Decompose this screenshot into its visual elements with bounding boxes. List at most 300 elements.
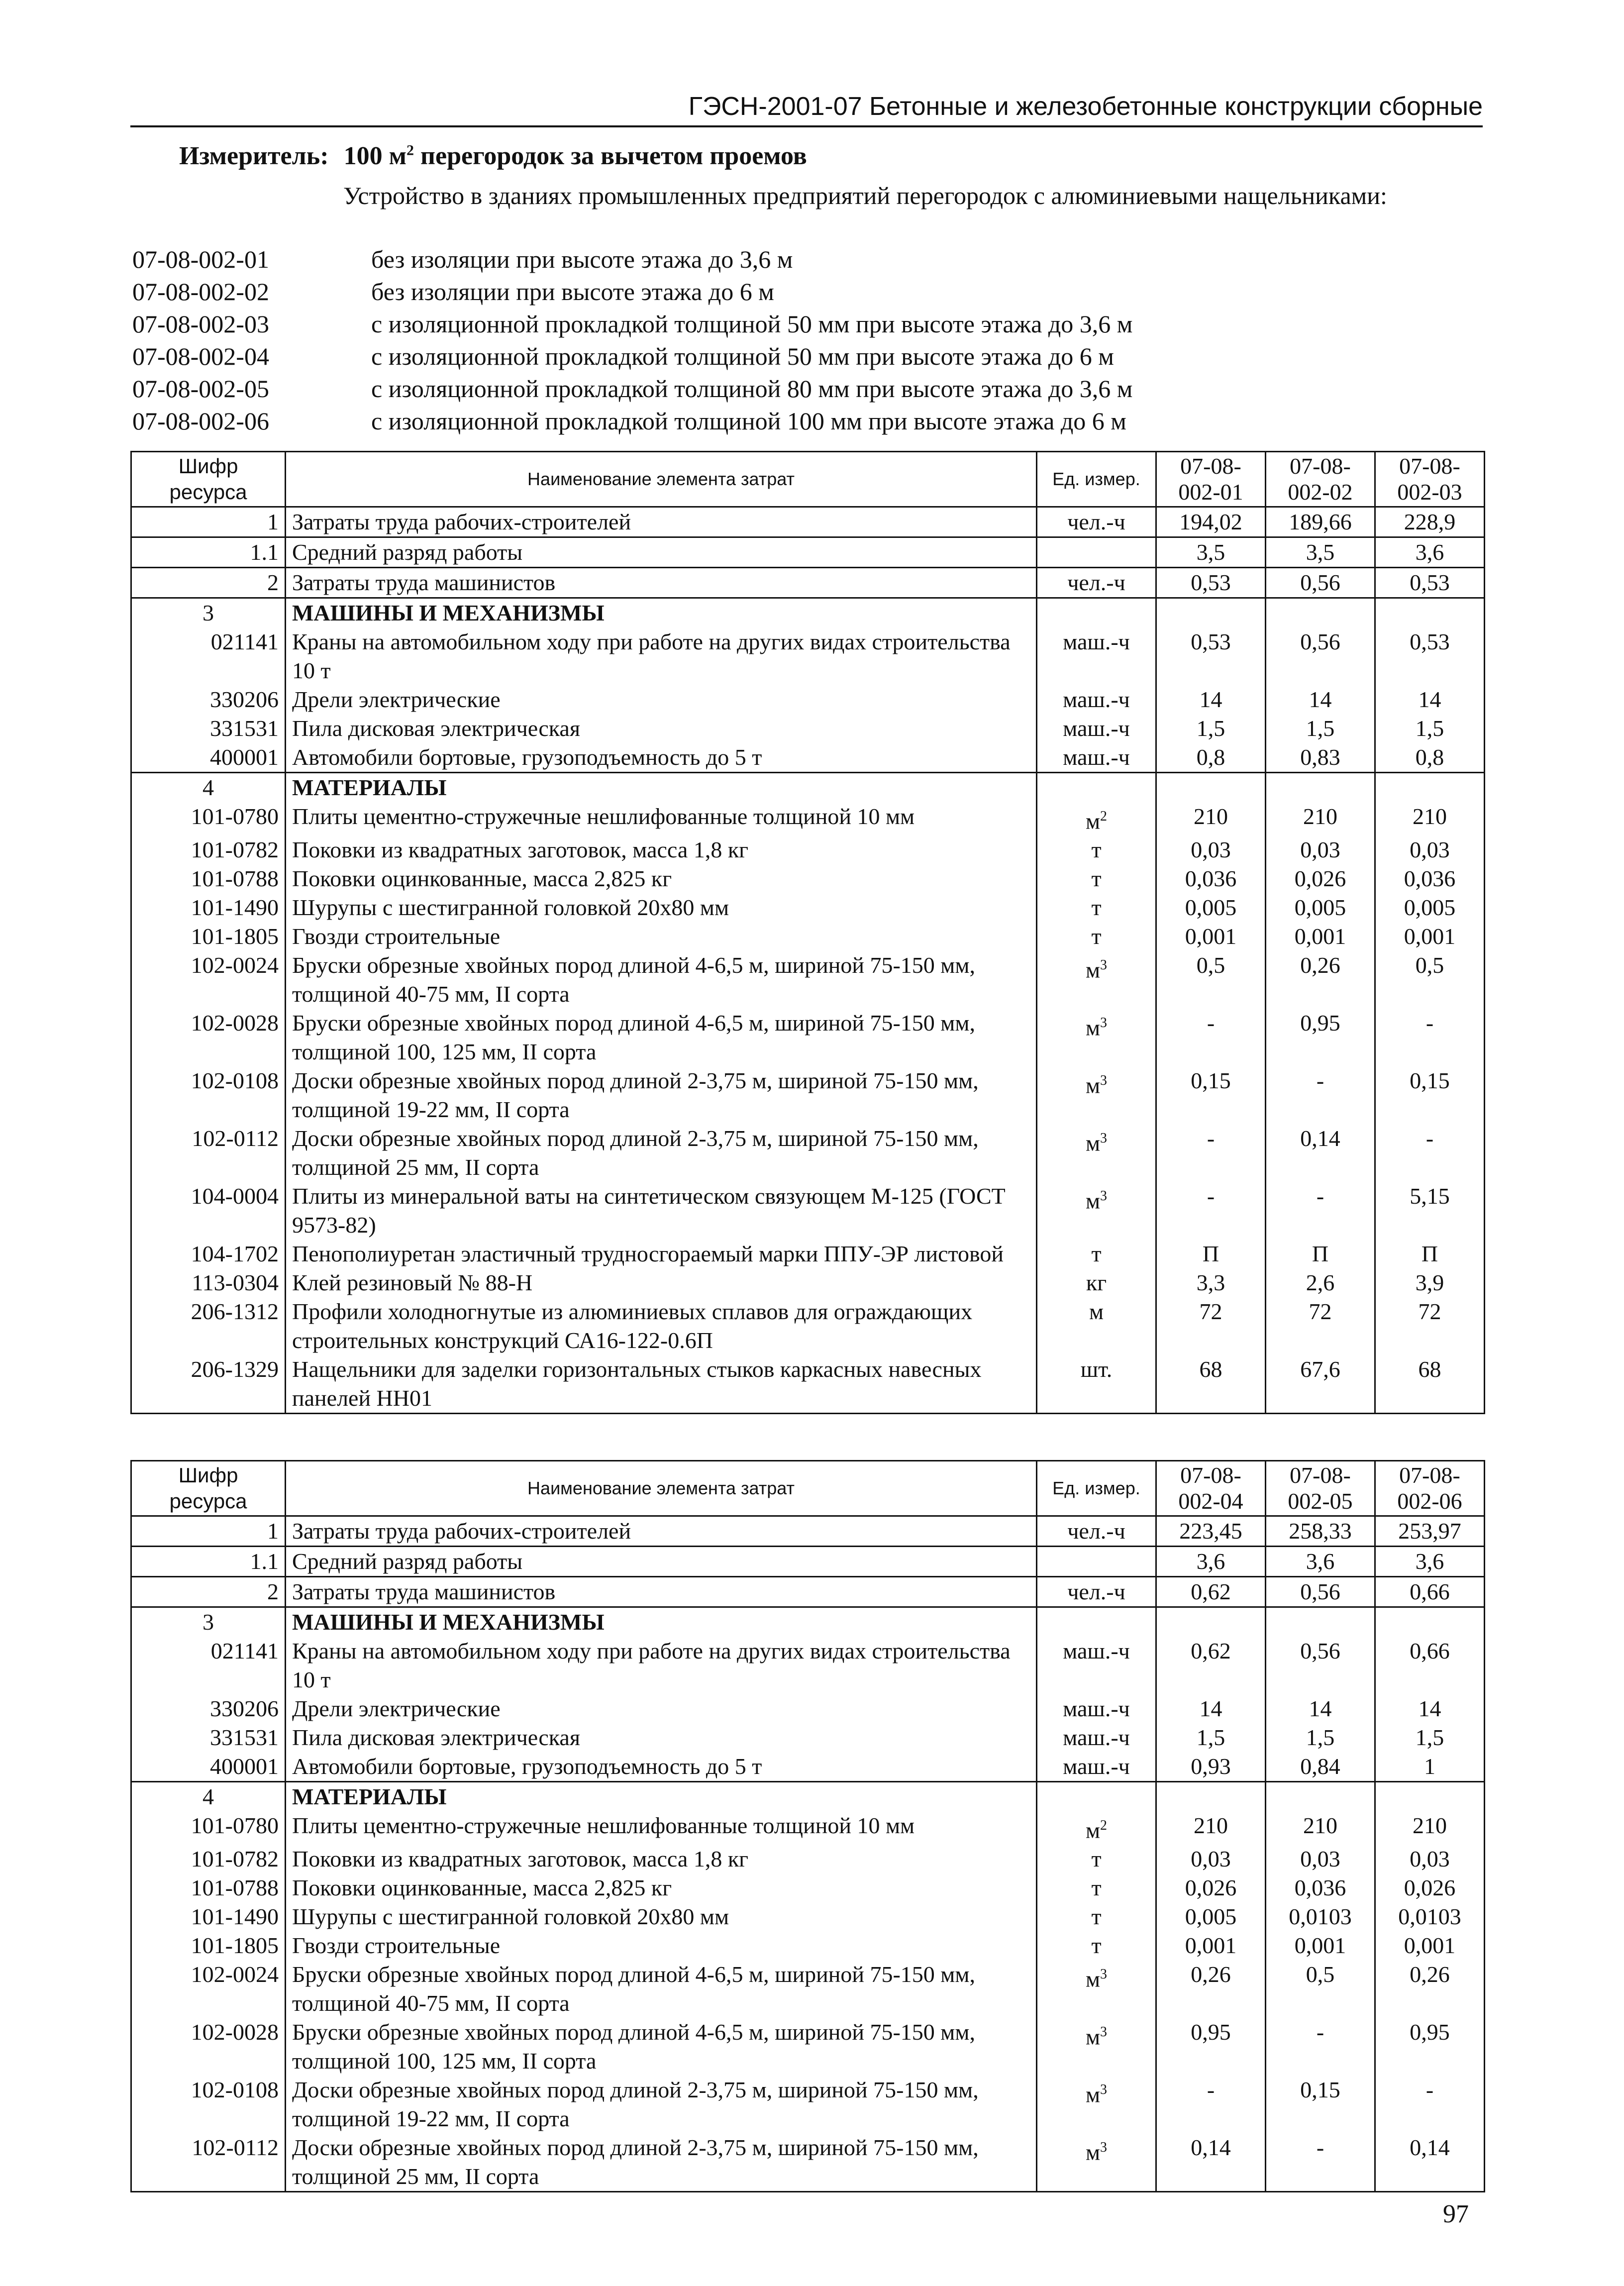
value-cell: 210 [1266,802,1375,835]
value-cell: 72 [1156,1297,1266,1355]
resource-code: 101-0782 [131,1845,286,1873]
resource-code: 021141 [131,627,286,685]
resource-code: 101-1490 [131,1902,286,1931]
value-cell: 0,03 [1156,1845,1266,1873]
header-cost-element: Наименование элемента затрат [286,1461,1037,1516]
unit-text: м [1085,2024,1101,2050]
resource-code: 400001 [131,743,286,773]
value-cell: 3,3 [1156,1268,1266,1297]
value-cell: 3,6 [1156,1547,1266,1577]
value-cell: 0,53 [1375,568,1485,598]
header-col-5: 07-08-002-05 [1266,1461,1375,1516]
cost-element-name: Краны на автомобильном ходу при работе на других видах строительства 10 т [286,627,1037,685]
cost-element-name: Плиты цементно-стружечные нешлифованные толщиной 10 мм [286,1811,1037,1845]
resource-code: 206-1329 [131,1355,286,1414]
resource-table-2 [130,1460,1485,2192]
unit-text: маш.-ч [1063,1638,1130,1663]
unit-cell [1037,1297,1156,1355]
value-cell: П [1266,1240,1375,1268]
unit-cell [1037,802,1156,835]
unit-cell [1037,773,1156,803]
table-row [131,507,1485,537]
variant-code: 07-08-002-04 [132,342,269,370]
value-cell: 0,83 [1266,743,1375,773]
value-cell: 0,026 [1156,1873,1266,1902]
table-header-row [131,1461,1485,1516]
resource-code: 101-0782 [131,835,286,864]
unit-cell [1037,1902,1156,1931]
value-cell: 0,56 [1266,627,1375,685]
value-cell: 0,03 [1266,1845,1375,1873]
unit-text: т [1091,1875,1102,1901]
value-cell [1156,773,1266,803]
unit-power: 3 [1100,1131,1108,1146]
unit-text: т [1091,1846,1102,1872]
variant-item [132,406,1486,438]
value-cell: 0,56 [1266,1577,1375,1607]
value-cell: 258,33 [1266,1516,1375,1547]
value-cell: 1,5 [1156,714,1266,743]
cost-element-name: Затраты труда рабочих-строителей [286,507,1037,537]
unit-cell [1037,1752,1156,1782]
resource-code: 102-0108 [131,2076,286,2133]
header-cost-element: Наименование элемента затрат [286,452,1037,507]
value-cell: 0,14 [1266,1124,1375,1182]
cost-element-name: Затраты труда машинистов [286,568,1037,598]
running-header [130,84,1483,127]
value-cell: 0,5 [1156,951,1266,1009]
resource-table-1 [130,451,1485,1414]
unit-cell [1037,835,1156,864]
value-cell: 14 [1156,685,1266,714]
value-cell: - [1156,2076,1266,2133]
table-row [131,1931,1485,1960]
cost-element-name: Шурупы с шестигранной головкой 20х80 мм [286,893,1037,922]
table-row [131,802,1485,835]
cost-element-name: МАШИНЫ И МЕХАНИЗМЫ [286,1607,1037,1637]
value-cell: 0,0103 [1266,1902,1375,1931]
cost-element-name: Бруски обрезные хвойных пород длиной 4-6,5 м, шириной 75-150 мм, толщиной 40-75 мм, II сорта [286,1960,1037,2018]
value-cell: 0,0103 [1375,1902,1485,1931]
unit-text: м [1085,957,1101,983]
unit-cell [1037,1577,1156,1607]
unit-text: шт. [1080,1356,1113,1382]
value-cell: 0,56 [1266,568,1375,598]
table-row [131,1240,1485,1268]
value-cell: 0,53 [1156,568,1266,598]
table-row [131,1066,1485,1124]
value-cell: 5,15 [1375,1182,1485,1240]
unit-cell [1037,2018,1156,2076]
table-row [131,537,1485,568]
value-cell: - [1156,1124,1266,1182]
table-row [131,1355,1485,1414]
unit-power: 2 [1100,809,1108,824]
value-cell: - [1156,1009,1266,1066]
value-cell [1375,773,1485,803]
unit-cell [1037,1547,1156,1577]
unit-text: чел.-ч [1067,570,1125,595]
cost-element-name: МАТЕРИАЛЫ [286,1782,1037,1812]
variant-code: 07-08-002-06 [132,407,269,435]
page-number: 97 [1443,2200,1469,2228]
cost-element-name: Бруски обрезные хвойных пород длиной 4-6,5 м, шириной 75-150 мм, толщиной 100, 125 мм, II сорта [286,2018,1037,2076]
value-cell: 0,53 [1156,627,1266,685]
value-cell: - [1266,1066,1375,1124]
value-cell: 0,001 [1266,1931,1375,1960]
cost-element-name: Автомобили бортовые, грузоподъемность до 5 т [286,743,1037,773]
value-cell: 2,6 [1266,1268,1375,1297]
variant-list [132,244,1486,438]
table-row [131,1902,1485,1931]
header-col-1: 07-08-002-01 [1156,452,1266,507]
unit-cell [1037,1355,1156,1414]
unit-cell [1037,685,1156,714]
table-row [131,1607,1485,1637]
unit-cell [1037,1931,1156,1960]
meter-unit-power: 2 [406,142,414,159]
value-cell: П [1156,1240,1266,1268]
value-cell: П [1375,1240,1485,1268]
value-cell: 0,001 [1375,1931,1485,1960]
header-resource-code: Шифр ресурса [131,1461,286,1516]
value-cell: 0,5 [1266,1960,1375,2018]
value-cell: 0,62 [1156,1577,1266,1607]
table-row [131,714,1485,743]
table-row [131,951,1485,1009]
variant-text: с изоляционной прокладкой толщиной 100 мм при высоте этажа до 6 м [371,407,1126,435]
cost-element-name: Бруски обрезные хвойных пород длиной 4-6,5 м, шириной 75-150 мм, толщиной 40-75 мм, II сорта [286,951,1037,1009]
unit-text: чел.-ч [1067,1518,1125,1544]
value-cell [1375,1607,1485,1637]
table-row [131,773,1485,803]
table-row [131,1577,1485,1607]
cost-element-name: Профили холодногнутые из алюминиевых сплавов для ограждающих строительных конструкций СА16-122-0.6П [286,1297,1037,1355]
unit-cell [1037,1873,1156,1902]
cost-element-name: Плиты из минеральной ваты на синтетическом связующем М-125 (ГОСТ 9573-82) [286,1182,1037,1240]
unit-power: 3 [1100,1073,1108,1089]
value-cell: 0,005 [1266,893,1375,922]
table-row [131,568,1485,598]
resource-code: 3 [131,1607,286,1637]
header-col-3: 07-08-002-03 [1375,452,1485,507]
variant-code: 07-08-002-02 [132,278,269,306]
table-header-row [131,452,1485,507]
table-row [131,1268,1485,1297]
unit-text: т [1091,1241,1102,1267]
table-row [131,1182,1485,1240]
resource-code: 4 [131,773,286,803]
variant-item [132,276,1486,309]
unit-power: 3 [1100,1188,1108,1204]
table-row [131,685,1485,714]
value-cell: 189,66 [1266,507,1375,537]
unit-text: т [1091,837,1102,863]
value-cell: 0,036 [1266,1873,1375,1902]
unit-cell [1037,743,1156,773]
unit-text: м [1085,1188,1101,1214]
cost-element-name: Дрели электрические [286,1694,1037,1723]
value-cell: 72 [1266,1297,1375,1355]
value-cell: 1,5 [1375,714,1485,743]
value-cell: 3,6 [1266,1547,1375,1577]
unit-cell [1037,714,1156,743]
value-cell: 1 [1375,1752,1485,1782]
cost-element-name: Пила дисковая электрическая [286,714,1037,743]
unit-cell [1037,951,1156,1009]
value-cell: 210 [1266,1811,1375,1845]
value-cell: 210 [1156,1811,1266,1845]
value-cell: 194,02 [1156,507,1266,537]
value-cell: 0,95 [1266,1009,1375,1066]
unit-cell [1037,1607,1156,1637]
value-cell: - [1156,1182,1266,1240]
table-row [131,1009,1485,1066]
unit-text: т [1091,924,1102,949]
resource-code: 206-1312 [131,1297,286,1355]
value-cell: - [1266,2018,1375,2076]
header-unit: Ед. измер. [1037,452,1156,507]
cost-element-name: Поковки из квадратных заготовок, масса 1,8 кг [286,1845,1037,1873]
table-row [131,893,1485,922]
variant-text: с изоляционной прокладкой толщиной 80 мм при высоте этажа до 3,6 м [371,375,1133,403]
value-cell [1156,1782,1266,1812]
value-cell: 0,66 [1375,1637,1485,1694]
value-cell: 210 [1375,1811,1485,1845]
resource-code: 104-1702 [131,1240,286,1268]
cost-element-name: Автомобили бортовые, грузоподъемность до 5 т [286,1752,1037,1782]
header-unit: Ед. измер. [1037,1461,1156,1516]
unit-cell [1037,893,1156,922]
resource-code: 102-0028 [131,2018,286,2076]
resource-code: 2 [131,1577,286,1607]
value-cell: 3,6 [1375,1547,1485,1577]
value-cell: 253,97 [1375,1516,1485,1547]
resource-code: 102-0024 [131,1960,286,2018]
resource-code: 102-0112 [131,2133,286,2192]
unit-cell [1037,598,1156,628]
unit-text: т [1091,895,1102,921]
variant-code: 07-08-002-01 [132,245,269,273]
value-cell: - [1375,2076,1485,2133]
resource-code: 021141 [131,1637,286,1694]
value-cell: - [1266,2133,1375,2192]
unit-power: 3 [1100,2082,1108,2098]
unit-cell [1037,2076,1156,2133]
header-title: ГЭСН-2001-07 Бетонные и железобетонные конструкции сборные [688,92,1483,121]
value-cell [1266,773,1375,803]
variant-item [132,244,1486,276]
unit-text: м [1085,1130,1101,1156]
unit-cell [1037,864,1156,893]
table-row [131,2018,1485,2076]
cost-element-name: Средний разряд работы [286,1547,1037,1577]
table-row [131,1845,1485,1873]
value-cell: 0,001 [1156,922,1266,951]
value-cell: 14 [1375,685,1485,714]
table-row [131,1811,1485,1845]
table-row [131,864,1485,893]
table-row [131,1723,1485,1752]
unit-cell [1037,627,1156,685]
unit-cell [1037,1845,1156,1873]
value-cell: 0,036 [1156,864,1266,893]
table-row [131,743,1485,773]
unit-cell [1037,1124,1156,1182]
value-cell: 0,95 [1156,2018,1266,2076]
resource-code: 104-0004 [131,1182,286,1240]
work-description: Устройство в зданиях промышленных предприятий перегородок с алюминиевыми нащельниками: [343,182,1387,209]
cost-element-name: Плиты цементно-стружечные нешлифованные толщиной 10 мм [286,802,1037,835]
value-cell: 0,03 [1156,835,1266,864]
value-cell: 0,026 [1375,1873,1485,1902]
cost-element-name: Доски обрезные хвойных пород длиной 2-3,75 м, шириной 75-150 мм, толщиной 19-22 мм, II сорта [286,2076,1037,2133]
value-cell: 0,8 [1156,743,1266,773]
value-cell: 0,5 [1375,951,1485,1009]
unit-power: 3 [1100,1967,1108,1982]
table-row [131,922,1485,951]
unit-text: чел.-ч [1067,509,1125,534]
unit-text: маш.-ч [1063,1696,1130,1721]
cost-element-name: Поковки оцинкованные, масса 2,825 кг [286,1873,1037,1902]
value-cell: - [1375,1009,1485,1066]
unit-text: маш.-ч [1063,629,1130,654]
meter-label: Измеритель: [179,142,329,170]
resource-code: 101-1805 [131,1931,286,1960]
cost-element-name: Доски обрезные хвойных пород длиной 2-3,75 м, шириной 75-150 мм, толщиной 25 мм, II сорта [286,1124,1037,1182]
cost-element-name: Гвозди строительные [286,922,1037,951]
value-cell: 0,95 [1375,2018,1485,2076]
value-cell: 0,005 [1375,893,1485,922]
table-row [131,1124,1485,1182]
resource-code: 1.1 [131,1547,286,1577]
variant-item [132,341,1486,373]
variant-text: с изоляционной прокладкой толщиной 50 мм при высоте этажа до 6 м [371,342,1114,370]
value-cell: 0,14 [1375,2133,1485,2192]
unit-cell [1037,1240,1156,1268]
unit-text: м [1085,1966,1101,1992]
unit-text: чел.-ч [1067,1579,1125,1604]
value-cell: - [1375,1124,1485,1182]
value-cell: 14 [1156,1694,1266,1723]
value-cell: 0,005 [1156,1902,1266,1931]
unit-cell [1037,1009,1156,1066]
value-cell: 3,9 [1375,1268,1485,1297]
unit-cell [1037,922,1156,951]
unit-power: 2 [1100,1818,1108,1833]
resource-code: 331531 [131,714,286,743]
table-row [131,1752,1485,1782]
value-cell: 0,93 [1156,1752,1266,1782]
resource-code: 400001 [131,1752,286,1782]
table-row [131,598,1485,628]
variant-text: с изоляционной прокладкой толщиной 50 мм при высоте этажа до 3,6 м [371,310,1133,338]
unit-cell [1037,1694,1156,1723]
resource-code: 330206 [131,685,286,714]
unit-power: 3 [1100,2024,1108,2040]
unit-text: кг [1086,1270,1107,1296]
resource-code: 1.1 [131,537,286,568]
resource-code: 102-0108 [131,1066,286,1124]
variant-code: 07-08-002-03 [132,310,269,338]
resource-code: 4 [131,1782,286,1812]
value-cell: 72 [1375,1297,1485,1355]
table-row [131,1694,1485,1723]
unit-text: маш.-ч [1063,744,1130,770]
unit-cell [1037,2133,1156,2192]
cost-element-name: Поковки из квадратных заготовок, масса 1,8 кг [286,835,1037,864]
resource-code: 102-0112 [131,1124,286,1182]
value-cell: 0,001 [1375,922,1485,951]
cost-element-name: Доски обрезные хвойных пород длиной 2-3,75 м, шириной 75-150 мм, толщиной 19-22 мм, II сорта [286,1066,1037,1124]
unit-cell [1037,1066,1156,1124]
unit-cell [1037,1516,1156,1547]
cost-element-name: Пила дисковая электрическая [286,1723,1037,1752]
value-cell: 0,026 [1266,864,1375,893]
unit-cell [1037,1960,1156,2018]
cost-element-name: Доски обрезные хвойных пород длиной 2-3,75 м, шириной 75-150 мм, толщиной 25 мм, II сорта [286,2133,1037,2192]
unit-power: 3 [1100,1015,1108,1031]
resource-code: 101-1805 [131,922,286,951]
cost-element-name: Затраты труда рабочих-строителей [286,1516,1037,1547]
unit-cell [1037,568,1156,598]
meter-description: перегородок за вычетом проемов [414,142,807,170]
value-cell: 1,5 [1266,1723,1375,1752]
value-cell: 0,15 [1266,2076,1375,2133]
value-cell: 3,6 [1375,537,1485,568]
resource-code: 1 [131,507,286,537]
table-row [131,1297,1485,1355]
resource-code: 101-0788 [131,1873,286,1902]
value-cell: 67,6 [1266,1355,1375,1414]
table-row [131,1547,1485,1577]
value-cell: 1,5 [1375,1723,1485,1752]
value-cell: 0,001 [1266,922,1375,951]
unit-text: м [1085,1015,1101,1040]
unit-power: 3 [1100,2140,1108,2156]
header-col-2: 07-08-002-02 [1266,452,1375,507]
value-cell: 0,005 [1156,893,1266,922]
table-row [131,1960,1485,2018]
unit-cell [1037,1182,1156,1240]
value-cell [1266,598,1375,628]
unit-text: маш.-ч [1063,1725,1130,1750]
unit-text: м [1085,2139,1101,2165]
cost-element-name: МАШИНЫ И МЕХАНИЗМЫ [286,598,1037,628]
resource-code: 101-0780 [131,802,286,835]
resource-code: 101-0788 [131,864,286,893]
unit-text: маш.-ч [1063,1754,1130,1779]
unit-cell [1037,1723,1156,1752]
variant-text: без изоляции при высоте этажа до 6 м [371,278,774,306]
variant-item [132,373,1486,406]
cost-element-name: Пенополиуретан эластичный трудносгораемый марки ППУ-ЭР листовой [286,1240,1037,1268]
cost-element-name: Поковки оцинкованные, масса 2,825 кг [286,864,1037,893]
value-cell: 3,5 [1266,537,1375,568]
cost-element-name: Бруски обрезные хвойных пород длиной 4-6,5 м, шириной 75-150 мм, толщиной 100, 125 мм, II сорта [286,1009,1037,1066]
value-cell: - [1266,1182,1375,1240]
cost-element-name: Нащельники для заделки горизонтальных стыков каркасных навесных панелей НН01 [286,1355,1037,1414]
value-cell: 1,5 [1266,714,1375,743]
unit-text: м [1085,2081,1101,2107]
table-row [131,1873,1485,1902]
value-cell: 0,62 [1156,1637,1266,1694]
value-cell: 0,15 [1375,1066,1485,1124]
value-cell: 0,15 [1156,1066,1266,1124]
variant-item [132,309,1486,341]
value-cell: 1,5 [1156,1723,1266,1752]
unit-cell [1037,1637,1156,1694]
